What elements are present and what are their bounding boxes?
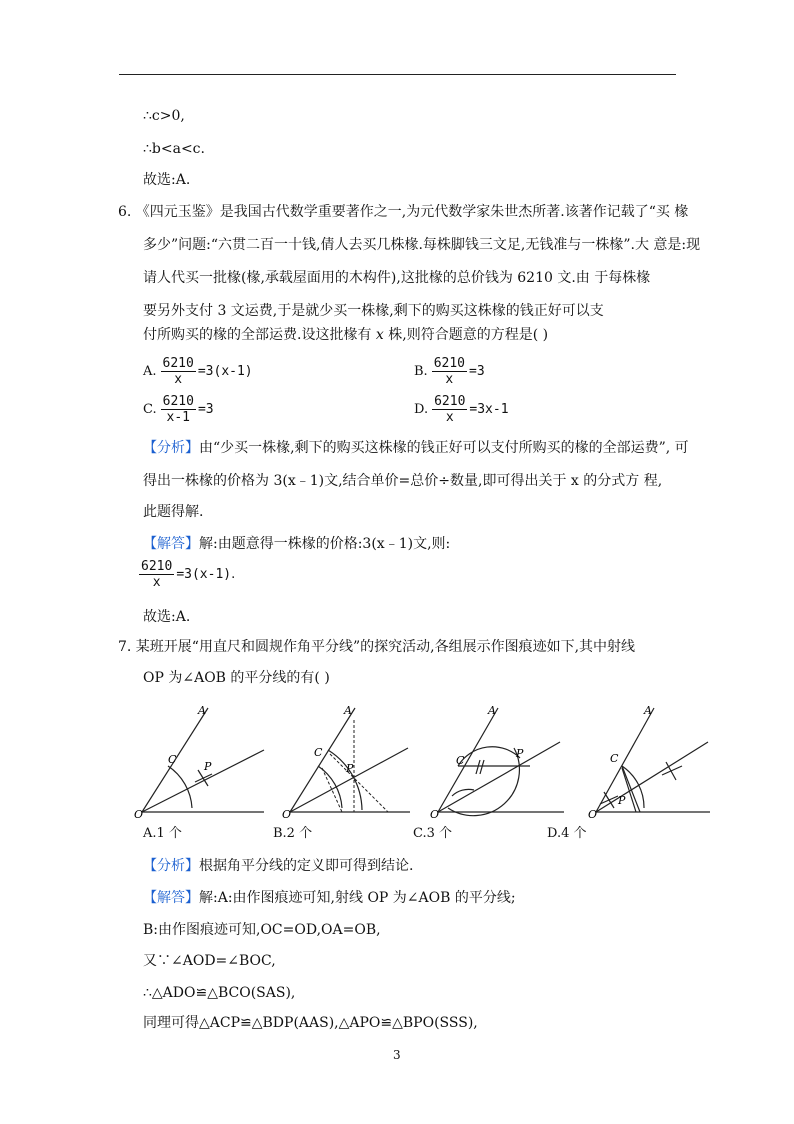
text: 由“少买一株椽,剩下的购买这株椽的钱正好可以支付所购买的椽的全部运费”, 可 bbox=[199, 440, 689, 456]
text-line: 故选:A. bbox=[143, 609, 191, 625]
equation-rest: =3 bbox=[197, 402, 214, 417]
text: 付所购买的椽的全部运费.设这批椽有 bbox=[143, 327, 376, 343]
variable-x: x bbox=[375, 327, 384, 343]
question-6-line: 要另外支付 3 文运费,于是就少买一株椽,剩下的购买这株椽的钱正好可以支 bbox=[143, 303, 604, 319]
numerator: 6210 bbox=[434, 394, 466, 409]
question-6-line: 6. 《四元玉鉴》是我国古代数学重要著作之一,为元代数学家朱世杰所著.该著作记载了“买 椽 bbox=[118, 204, 689, 220]
analysis-tag: 【分析】 bbox=[143, 858, 199, 874]
label-a: A bbox=[644, 704, 652, 717]
figure-d bbox=[586, 700, 716, 820]
label-c: C bbox=[456, 754, 465, 767]
answer-line: B:由作图痕迹可知,OC=OD,OA=OB, bbox=[143, 922, 381, 938]
text-line: ∴b<a<c. bbox=[143, 141, 205, 157]
equation-rest: =3x-1 bbox=[469, 402, 509, 417]
option-c bbox=[143, 394, 214, 425]
question-7-line: OP 为∠AOB 的平分线的有( ) bbox=[143, 670, 330, 686]
text-line: 故选:A. bbox=[143, 172, 191, 188]
label-a: A bbox=[488, 704, 496, 717]
label-p: P bbox=[516, 747, 524, 760]
label-p: P bbox=[618, 794, 626, 807]
option-a bbox=[143, 356, 253, 387]
text: 解:由题意得一株椽的价格:3(x﹣1)文,则: bbox=[199, 536, 451, 552]
page-number: 3 bbox=[393, 1048, 401, 1062]
option-d bbox=[414, 394, 509, 425]
question-7-line: 7. 某班开展“用直尺和圆规作角平分线”的探究活动,各组展示作图痕迹如下,其中射线 bbox=[118, 639, 636, 655]
analysis-line bbox=[143, 856, 413, 876]
analysis-line: 得出一株椽的价格为 3(x﹣1)文,结合单价=总价÷数量,即可得出关于 x 的分式方 程, bbox=[143, 473, 663, 489]
figure-c bbox=[428, 700, 573, 820]
label-c: C bbox=[168, 753, 177, 766]
option-d: D.4 个 bbox=[547, 826, 587, 841]
label-o: O bbox=[134, 808, 144, 820]
option-label: B. bbox=[414, 364, 428, 379]
option-label: C. bbox=[143, 402, 157, 417]
analysis-line bbox=[143, 438, 689, 458]
analysis-line: 此题得解. bbox=[143, 504, 204, 520]
answer-tag: 【解答】 bbox=[143, 536, 199, 552]
option-label: D. bbox=[414, 402, 429, 417]
answer-tag: 【解答】 bbox=[143, 890, 199, 906]
label-a: A bbox=[344, 704, 352, 717]
text: 解:A:由作图痕迹可知,射线 OP 为∠AOB 的平分线; bbox=[199, 890, 516, 906]
label-a: A bbox=[198, 704, 206, 717]
period: . bbox=[231, 567, 236, 582]
answer-line bbox=[143, 888, 516, 908]
label-o: O bbox=[430, 808, 440, 820]
denominator: x bbox=[445, 372, 454, 387]
denominator: x bbox=[174, 372, 183, 387]
numerator: 6210 bbox=[162, 356, 194, 371]
label-p: P bbox=[204, 760, 212, 773]
equation-rest: =3(x-1) bbox=[197, 364, 253, 379]
label-p: P bbox=[346, 762, 354, 775]
answer-line: 同理可得△ACP≌△BDP(AAS),△APO≌△BPO(SSS), bbox=[143, 1015, 478, 1031]
numerator: 6210 bbox=[141, 559, 173, 574]
label-c: C bbox=[610, 752, 619, 765]
option-b bbox=[414, 356, 485, 387]
figure-a bbox=[132, 700, 272, 820]
numerator: 6210 bbox=[162, 394, 194, 409]
label-c: C bbox=[314, 746, 323, 759]
denominator: x-1 bbox=[166, 410, 191, 425]
question-6-line bbox=[143, 325, 548, 345]
denominator: x bbox=[445, 410, 454, 425]
answer-equation bbox=[139, 559, 235, 590]
equation-rest: =3 bbox=[469, 364, 485, 379]
header-rule bbox=[119, 74, 676, 75]
denominator: x bbox=[152, 575, 161, 590]
analysis-tag: 【分析】 bbox=[143, 440, 199, 456]
option-c: C.3 个 bbox=[413, 826, 453, 841]
numerator: 6210 bbox=[433, 356, 465, 371]
option-label: A. bbox=[143, 364, 157, 379]
text-line: ∴c>0, bbox=[143, 108, 185, 124]
answer-line bbox=[143, 534, 450, 554]
question-6-line: 请人代买一批椽(椽,承载屋面用的木构件),这批椽的总价钱为 6210 文.由 于每株椽 bbox=[143, 270, 651, 286]
label-o: O bbox=[282, 808, 292, 820]
text: 根据角平分线的定义即可得到结论. bbox=[199, 858, 414, 874]
option-b: B.2 个 bbox=[273, 826, 313, 841]
answer-line: ∴△ADO≌△BCO(SAS), bbox=[143, 985, 296, 1001]
label-o: O bbox=[588, 808, 598, 820]
equation-rest: =3(x-1) bbox=[176, 567, 232, 582]
answer-line: 又∵∠AOD=∠BOC, bbox=[143, 953, 276, 969]
figure-b bbox=[280, 700, 415, 820]
question-6-line: 多少”问题:“六贯二百一十钱,倩人去买几株椽.每株脚钱三文足,无钱准与一株椽”.大 意是:现 bbox=[143, 237, 701, 253]
option-a: A.1 个 bbox=[143, 826, 182, 841]
text: 株,则符合题意的方程是( ) bbox=[383, 327, 549, 343]
